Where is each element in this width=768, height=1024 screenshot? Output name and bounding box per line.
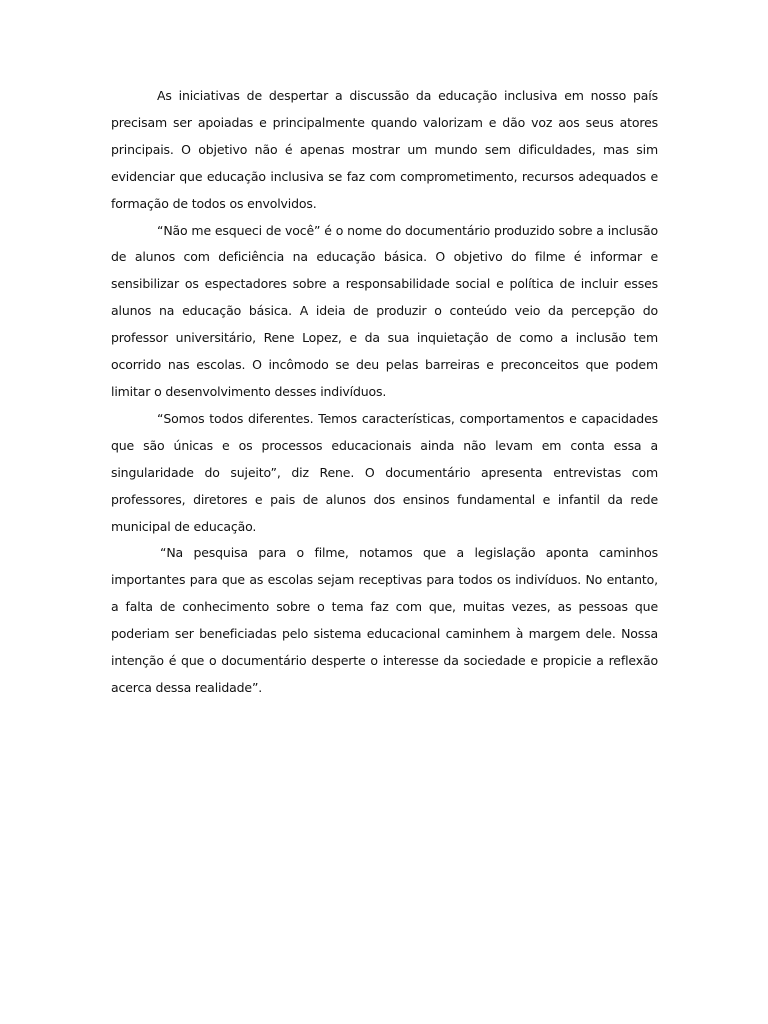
paragraph-3: “Somos todos diferentes. Temos características, comportamentos e capacidades que são únicas e os processos educacionais ainda não levam em conta essa a singularidade do sujeito”, diz Rene. O documentário apresenta entrevistas com professores, diretores e pais de alunos dos ensinos fundamental e infantil da rede municipal de educação. [111,410,658,534]
paragraph-4: “Na pesquisa para o filme, notamos que a legislação aponta caminhos importantes para que as escolas sejam receptivas para todos os indivíduos. No entanto, a falta de conhecimento sobre o tema faz com que, muitas vezes, as pessoas que poderiam ser beneficiadas pelo sistema educacional caminhem à margem dele. Nossa intenção é que o documentário desperte o interesse da sociedade e propicie a reflexão acerca dessa realidade”. [111,545,658,695]
paragraph-1: As iniciativas de despertar a discussão da educação inclusiva em nosso país precisam ser apoiadas e principalmente quando valorizam e dão voz aos seus atores principais. O objetivo não é apenas mostrar um mundo sem dificuldades, mas sim evidenciar que educação inclusiva se faz com comprometimento, recursos adequados e formação de todos os envolvidos. [111,88,658,211]
document-body [111,83,658,702]
paragraph-2: “Não me esqueci de você” é o nome do documentário produzido sobre a inclusão de alunos com deficiência na educação básica. O objetivo do filme é informar e sensibilizar os espectadores sobre a responsabilidade social e política de incluir esses alunos na educação básica. A ideia de produzir o conteúdo veio da percepção do professor universitário, Rene Lopez, e da sua inquietação de como a inclusão tem ocorrido nas escolas. O incômodo se deu pelas barreiras e preconceitos que podem limitar o desenvolvimento desses indivíduos. [111,222,658,399]
